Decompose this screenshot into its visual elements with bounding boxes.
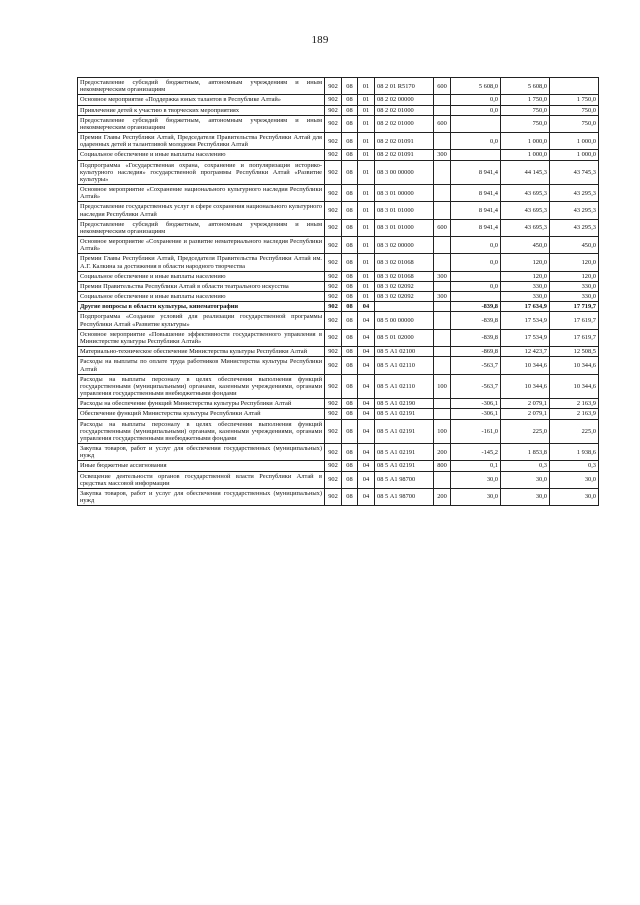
row-target-article: 08 2 02 01000 xyxy=(375,115,434,132)
row-amount-change: 8 941,4 xyxy=(451,160,501,185)
row-subsection: 01 xyxy=(358,219,375,236)
row-amount-change: 0,0 xyxy=(451,95,501,105)
table-row xyxy=(78,115,599,132)
row-expense-type xyxy=(434,347,451,357)
row-subsection: 01 xyxy=(358,95,375,105)
row-subsection: 01 xyxy=(358,78,375,95)
row-target-article: 08 5 А1 02191 xyxy=(375,419,434,444)
row-subsection: 04 xyxy=(358,357,375,374)
row-target-article: 08 3 02 02092 xyxy=(375,292,434,302)
row-section: 08 xyxy=(342,271,358,281)
row-amount-year-2: 750,0 xyxy=(550,105,599,115)
row-name: Привлечение детей к участию в творческих мероприятиях xyxy=(78,105,325,115)
row-expense-type: 600 xyxy=(434,78,451,95)
row-amount-year-1: 330,0 xyxy=(501,281,550,291)
table-row xyxy=(78,133,599,150)
row-amount-year-2: 2 163,9 xyxy=(550,409,599,419)
row-amount-change: 0,0 xyxy=(451,105,501,115)
row-amount-change: -839,8 xyxy=(451,312,501,329)
table-row xyxy=(78,461,599,471)
row-amount-year-2: 17 719,7 xyxy=(550,302,599,312)
row-subsection: 01 xyxy=(358,185,375,202)
row-amount-year-2: 30,0 xyxy=(550,471,599,488)
row-section: 08 xyxy=(342,237,358,254)
row-target-article: 08 3 02 01068 xyxy=(375,271,434,281)
row-amount-change: 8 941,4 xyxy=(451,185,501,202)
row-name: Закупка товаров, работ и услуг для обеспечения государственных (муниципальных) нужд xyxy=(78,444,325,461)
table-row xyxy=(78,271,599,281)
table-row xyxy=(78,95,599,105)
row-amount-year-1: 2 079,1 xyxy=(501,399,550,409)
budget-table xyxy=(77,77,599,506)
row-section: 08 xyxy=(342,292,358,302)
row-name: Социальное обеспечение и иные выплаты населению xyxy=(78,292,325,302)
row-code: 902 xyxy=(325,95,342,105)
row-amount-year-1: 30,0 xyxy=(501,471,550,488)
row-amount-year-2: 120,0 xyxy=(550,254,599,271)
row-section: 08 xyxy=(342,133,358,150)
row-amount-change: 0,0 xyxy=(451,133,501,150)
row-subsection: 04 xyxy=(358,329,375,346)
row-amount-change xyxy=(451,115,501,132)
row-name: Расходы на выплаты персоналу в целях обеспечения выполнения функций государственными (муниципальными) органами, казенными учреждениями, органами управления государственными внебюджетными фондами xyxy=(78,374,325,399)
table-row xyxy=(78,160,599,185)
row-amount-year-1: 1 750,0 xyxy=(501,95,550,105)
row-expense-type xyxy=(434,160,451,185)
row-target-article: 08 2 02 01091 xyxy=(375,150,434,160)
row-amount-change: -306,1 xyxy=(451,409,501,419)
row-code: 902 xyxy=(325,237,342,254)
row-name: Основное мероприятие «Сохранение национального культурного наследия Республики Алтай» xyxy=(78,185,325,202)
row-section: 08 xyxy=(342,185,358,202)
row-amount-year-1: 450,0 xyxy=(501,237,550,254)
row-target-article: 08 5 А1 02100 xyxy=(375,347,434,357)
row-amount-year-2: 10 344,6 xyxy=(550,374,599,399)
row-subsection: 04 xyxy=(358,302,375,312)
row-amount-year-2: 750,0 xyxy=(550,115,599,132)
row-name: Расходы на обеспечение функций Министерства культуры Республики Алтай xyxy=(78,399,325,409)
row-name: Социальное обеспечение и иные выплаты населению xyxy=(78,271,325,281)
row-section: 08 xyxy=(342,95,358,105)
row-amount-year-2: 1 000,0 xyxy=(550,133,599,150)
row-amount-year-1: 1 000,0 xyxy=(501,150,550,160)
row-target-article: 08 3 00 00000 xyxy=(375,160,434,185)
row-amount-year-2: 1 938,6 xyxy=(550,444,599,461)
row-name: Подпрограмма «Государственная охрана, сохранение и популяризация историко-культурного наследия» государственной программы Республики Алтай «Развитие культуры» xyxy=(78,160,325,185)
row-name: Предоставление субсидий бюджетным, автономным учреждениям и иным некоммерческим организациям xyxy=(78,219,325,236)
row-amount-year-2: 120,0 xyxy=(550,271,599,281)
row-section: 08 xyxy=(342,219,358,236)
row-amount-change: 5 608,0 xyxy=(451,78,501,95)
row-amount-year-1: 2 079,1 xyxy=(501,409,550,419)
row-amount-year-2: 43 295,3 xyxy=(550,219,599,236)
row-expense-type: 300 xyxy=(434,271,451,281)
row-code: 902 xyxy=(325,115,342,132)
row-expense-type xyxy=(434,281,451,291)
row-amount-change: -839,8 xyxy=(451,302,501,312)
row-amount-year-1: 750,0 xyxy=(501,115,550,132)
row-amount-year-1: 330,0 xyxy=(501,292,550,302)
row-target-article xyxy=(375,302,434,312)
row-expense-type xyxy=(434,95,451,105)
row-target-article: 08 3 02 01068 xyxy=(375,254,434,271)
row-name: Иные бюджетные ассигнования xyxy=(78,461,325,471)
row-code: 902 xyxy=(325,150,342,160)
row-amount-year-1: 0,3 xyxy=(501,461,550,471)
row-amount-year-2: 43 745,3 xyxy=(550,160,599,185)
row-amount-year-2: 450,0 xyxy=(550,237,599,254)
row-code: 902 xyxy=(325,133,342,150)
row-target-article: 08 3 02 02092 xyxy=(375,281,434,291)
row-amount-year-1: 225,0 xyxy=(501,419,550,444)
row-expense-type xyxy=(434,357,451,374)
row-target-article: 08 5 А1 02191 xyxy=(375,409,434,419)
row-name: Предоставление государственных услуг в сфере сохранения национального культурного наследия Республики Алтай xyxy=(78,202,325,219)
row-section: 08 xyxy=(342,399,358,409)
row-amount-year-2: 225,0 xyxy=(550,419,599,444)
row-subsection: 04 xyxy=(358,471,375,488)
row-target-article: 08 5 А1 02110 xyxy=(375,374,434,399)
row-subsection: 01 xyxy=(358,202,375,219)
row-code: 902 xyxy=(325,302,342,312)
row-amount-change: -563,7 xyxy=(451,357,501,374)
row-subsection: 01 xyxy=(358,281,375,291)
row-target-article: 08 5 А1 02191 xyxy=(375,444,434,461)
table-row xyxy=(78,292,599,302)
row-target-article: 08 5 А1 98700 xyxy=(375,488,434,505)
row-name: Предоставление субсидий бюджетным, автономным учреждениям и иным некоммерческим организациям xyxy=(78,78,325,95)
row-amount-change: 8 941,4 xyxy=(451,202,501,219)
row-amount-year-1: 750,0 xyxy=(501,105,550,115)
row-name: Материально-техническое обеспечение Министерства культуры Республики Алтай xyxy=(78,347,325,357)
row-section: 08 xyxy=(342,419,358,444)
row-code: 902 xyxy=(325,357,342,374)
row-expense-type: 800 xyxy=(434,461,451,471)
row-amount-year-2: 12 508,5 xyxy=(550,347,599,357)
row-section: 08 xyxy=(342,357,358,374)
row-target-article: 08 2 02 01091 xyxy=(375,133,434,150)
row-amount-year-2 xyxy=(550,78,599,95)
row-code: 902 xyxy=(325,419,342,444)
row-amount-change xyxy=(451,292,501,302)
row-amount-year-2: 0,3 xyxy=(550,461,599,471)
row-code: 902 xyxy=(325,329,342,346)
row-code: 902 xyxy=(325,219,342,236)
row-section: 08 xyxy=(342,150,358,160)
row-expense-type xyxy=(434,133,451,150)
row-section: 08 xyxy=(342,202,358,219)
row-code: 902 xyxy=(325,78,342,95)
table-row xyxy=(78,409,599,419)
row-expense-type: 100 xyxy=(434,419,451,444)
table-row xyxy=(78,419,599,444)
row-section: 08 xyxy=(342,461,358,471)
row-subsection: 04 xyxy=(358,312,375,329)
row-subsection: 01 xyxy=(358,254,375,271)
row-amount-change xyxy=(451,150,501,160)
row-target-article: 08 3 01 01000 xyxy=(375,219,434,236)
row-expense-type xyxy=(434,409,451,419)
row-name: Социальное обеспечение и иные выплаты населению xyxy=(78,150,325,160)
row-code: 902 xyxy=(325,312,342,329)
row-amount-year-1: 43 695,3 xyxy=(501,219,550,236)
row-code: 902 xyxy=(325,185,342,202)
row-subsection: 04 xyxy=(358,374,375,399)
row-expense-type xyxy=(434,312,451,329)
row-section: 08 xyxy=(342,444,358,461)
row-amount-change: 0,0 xyxy=(451,254,501,271)
table-row xyxy=(78,399,599,409)
row-name: Подпрограмма «Создание условий для реализации государственной программы Республики Алтай «Развитие культуры» xyxy=(78,312,325,329)
row-expense-type xyxy=(434,254,451,271)
row-expense-type: 300 xyxy=(434,292,451,302)
row-amount-change: -869,8 xyxy=(451,347,501,357)
row-expense-type xyxy=(434,329,451,346)
row-amount-year-1: 120,0 xyxy=(501,254,550,271)
row-name: Освещение деятельности органов государственной власти Республики Алтай в средствах массовой информации xyxy=(78,471,325,488)
row-expense-type xyxy=(434,399,451,409)
row-amount-year-1: 1 000,0 xyxy=(501,133,550,150)
row-code: 902 xyxy=(325,347,342,357)
row-target-article: 08 5 А1 02190 xyxy=(375,399,434,409)
row-amount-year-1: 1 853,8 xyxy=(501,444,550,461)
row-target-article: 08 2 02 01000 xyxy=(375,105,434,115)
row-amount-change: 8 941,4 xyxy=(451,219,501,236)
table-row xyxy=(78,78,599,95)
row-amount-year-1: 44 145,3 xyxy=(501,160,550,185)
row-code: 902 xyxy=(325,271,342,281)
row-name: Закупка товаров, работ и услуг для обеспечения государственных (муниципальных) нужд xyxy=(78,488,325,505)
row-amount-change: 30,0 xyxy=(451,488,501,505)
row-target-article: 08 2 02 00000 xyxy=(375,95,434,105)
row-amount-change: -306,1 xyxy=(451,399,501,409)
row-target-article: 08 5 00 00000 xyxy=(375,312,434,329)
row-expense-type xyxy=(434,302,451,312)
row-target-article: 08 5 01 02000 xyxy=(375,329,434,346)
row-amount-change: -145,2 xyxy=(451,444,501,461)
row-code: 902 xyxy=(325,292,342,302)
row-expense-type xyxy=(434,185,451,202)
row-expense-type xyxy=(434,237,451,254)
row-amount-year-1: 30,0 xyxy=(501,488,550,505)
row-subsection: 01 xyxy=(358,292,375,302)
table-row xyxy=(78,281,599,291)
row-subsection: 01 xyxy=(358,237,375,254)
row-name: Премии Главы Республики Алтай, Председателя Правительства Республики Алтай им. А.Г. Калкина за достижения в области народного творчества xyxy=(78,254,325,271)
row-section: 08 xyxy=(342,78,358,95)
table-row xyxy=(78,254,599,271)
row-code: 902 xyxy=(325,374,342,399)
row-name: Другие вопросы в области культуры, кинематографии xyxy=(78,302,325,312)
row-subsection: 04 xyxy=(358,419,375,444)
row-code: 902 xyxy=(325,444,342,461)
table-row xyxy=(78,329,599,346)
row-name: Обеспечение функций Министерства культуры Республики Алтай xyxy=(78,409,325,419)
row-section: 08 xyxy=(342,488,358,505)
row-amount-change: 0,0 xyxy=(451,237,501,254)
row-section: 08 xyxy=(342,281,358,291)
row-amount-change: 0,1 xyxy=(451,461,501,471)
row-amount-year-2: 1 750,0 xyxy=(550,95,599,105)
row-subsection: 04 xyxy=(358,461,375,471)
row-name: Основное мероприятие «Поддержка юных талантов в Республике Алтай» xyxy=(78,95,325,105)
table-row xyxy=(78,374,599,399)
row-amount-change: -839,8 xyxy=(451,329,501,346)
row-code: 902 xyxy=(325,461,342,471)
page-number: 189 xyxy=(311,34,329,46)
row-amount-change: 30,0 xyxy=(451,471,501,488)
row-subsection: 01 xyxy=(358,271,375,281)
table-row xyxy=(78,185,599,202)
row-target-article: 08 5 А1 02191 xyxy=(375,461,434,471)
row-name: Основное мероприятие «Сохранение и развитие нематериального наследия Республики Алтай» xyxy=(78,237,325,254)
row-subsection: 01 xyxy=(358,150,375,160)
row-amount-year-1: 12 423,7 xyxy=(501,347,550,357)
row-amount-year-1: 43 695,3 xyxy=(501,185,550,202)
row-code: 902 xyxy=(325,399,342,409)
row-target-article: 08 5 А1 98700 xyxy=(375,471,434,488)
row-subsection: 04 xyxy=(358,399,375,409)
row-code: 902 xyxy=(325,409,342,419)
table-row xyxy=(78,219,599,236)
row-expense-type: 300 xyxy=(434,150,451,160)
row-code: 902 xyxy=(325,202,342,219)
row-amount-year-1: 17 534,9 xyxy=(501,329,550,346)
row-expense-type xyxy=(434,202,451,219)
row-section: 08 xyxy=(342,329,358,346)
row-subsection: 01 xyxy=(358,105,375,115)
row-section: 08 xyxy=(342,160,358,185)
row-amount-year-2: 330,0 xyxy=(550,281,599,291)
row-amount-year-2: 2 163,9 xyxy=(550,399,599,409)
row-section: 08 xyxy=(342,374,358,399)
row-amount-year-1: 10 344,6 xyxy=(501,357,550,374)
row-code: 902 xyxy=(325,105,342,115)
table-row xyxy=(78,105,599,115)
row-amount-year-2: 17 619,7 xyxy=(550,312,599,329)
row-section: 08 xyxy=(342,302,358,312)
row-code: 902 xyxy=(325,488,342,505)
row-amount-change: 0,0 xyxy=(451,281,501,291)
row-subsection: 04 xyxy=(358,347,375,357)
row-amount-change: -563,7 xyxy=(451,374,501,399)
row-target-article: 08 2 01 R5170 xyxy=(375,78,434,95)
row-section: 08 xyxy=(342,115,358,132)
row-target-article: 08 5 А1 02110 xyxy=(375,357,434,374)
table-row xyxy=(78,302,599,312)
row-amount-year-1: 17 534,9 xyxy=(501,312,550,329)
table-row xyxy=(78,444,599,461)
row-expense-type: 100 xyxy=(434,374,451,399)
table-row xyxy=(78,150,599,160)
table-row xyxy=(78,347,599,357)
row-amount-year-2: 43 295,3 xyxy=(550,202,599,219)
row-name: Расходы на выплаты по оплате труда работников Министерства культуры Республики Алтай xyxy=(78,357,325,374)
row-name: Премии Главы Республики Алтай, Председателя Правительства Республики Алтай для одаренных детей и талантливой молодежи Республики Алтай xyxy=(78,133,325,150)
row-code: 902 xyxy=(325,281,342,291)
row-expense-type: 200 xyxy=(434,444,451,461)
row-amount-year-2: 30,0 xyxy=(550,488,599,505)
row-expense-type: 200 xyxy=(434,488,451,505)
row-name: Основное мероприятие «Повышение эффективности государственного управления в Министерстве культуры Республики Алтай» xyxy=(78,329,325,346)
row-subsection: 01 xyxy=(358,133,375,150)
row-subsection: 01 xyxy=(358,115,375,132)
table-row xyxy=(78,202,599,219)
row-target-article: 08 3 01 01000 xyxy=(375,202,434,219)
row-amount-year-2: 17 619,7 xyxy=(550,329,599,346)
row-code: 902 xyxy=(325,160,342,185)
row-amount-change: -161,0 xyxy=(451,419,501,444)
row-subsection: 04 xyxy=(358,488,375,505)
row-code: 902 xyxy=(325,471,342,488)
row-amount-year-1: 17 634,9 xyxy=(501,302,550,312)
row-subsection: 04 xyxy=(358,444,375,461)
table-row xyxy=(78,357,599,374)
row-amount-year-2: 10 344,6 xyxy=(550,357,599,374)
row-name: Расходы на выплаты персоналу в целях обеспечения выполнения функций государственными (муниципальными) органами, казенными учреждениями, органами управления государственными внебюджетными фондами xyxy=(78,419,325,444)
row-expense-type: 600 xyxy=(434,115,451,132)
row-amount-year-1: 120,0 xyxy=(501,271,550,281)
row-expense-type xyxy=(434,471,451,488)
row-section: 08 xyxy=(342,105,358,115)
table-row xyxy=(78,312,599,329)
row-amount-change xyxy=(451,271,501,281)
row-amount-year-1: 10 344,6 xyxy=(501,374,550,399)
row-name: Предоставление субсидий бюджетным, автономным учреждениям и иным некоммерческим организациям xyxy=(78,115,325,132)
table-row xyxy=(78,471,599,488)
row-section: 08 xyxy=(342,312,358,329)
row-expense-type xyxy=(434,105,451,115)
row-section: 08 xyxy=(342,254,358,271)
row-section: 08 xyxy=(342,347,358,357)
row-amount-year-2: 1 000,0 xyxy=(550,150,599,160)
table-row xyxy=(78,237,599,254)
row-expense-type: 600 xyxy=(434,219,451,236)
row-code: 902 xyxy=(325,254,342,271)
row-section: 08 xyxy=(342,471,358,488)
budget-table-body xyxy=(78,78,599,506)
row-target-article: 08 3 02 00000 xyxy=(375,237,434,254)
row-section: 08 xyxy=(342,409,358,419)
row-name: Премии Правительства Республики Алтай в области театрального искусства xyxy=(78,281,325,291)
row-amount-year-1: 5 608,0 xyxy=(501,78,550,95)
row-subsection: 04 xyxy=(358,409,375,419)
row-amount-year-2: 43 295,3 xyxy=(550,185,599,202)
row-target-article: 08 3 01 00000 xyxy=(375,185,434,202)
row-subsection: 01 xyxy=(358,160,375,185)
table-row xyxy=(78,488,599,505)
row-amount-year-2: 330,0 xyxy=(550,292,599,302)
row-amount-year-1: 43 695,3 xyxy=(501,202,550,219)
